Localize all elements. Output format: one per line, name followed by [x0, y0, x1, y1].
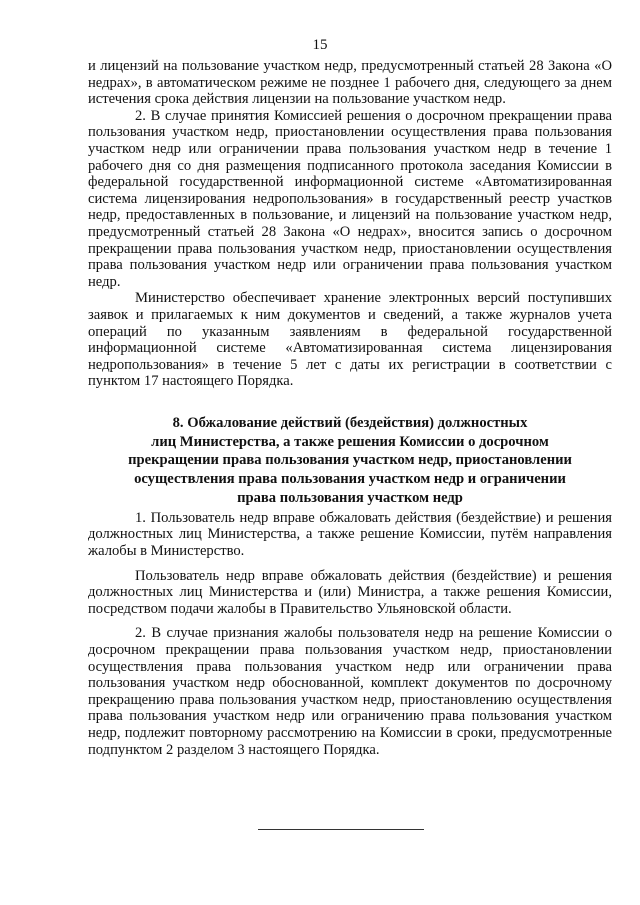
page-number: 15 — [312, 37, 328, 53]
paragraph-storage: Министерство обеспечивает хранение электронных версий поступивших заявок и прилагаемых к ним документов и сведений, а также журналов учета операций по указанным заявлениям в федеральной государственной информационной системе «Автоматизированная система лицензирования недропользования» в течение 5 лет с даты их регистрации в соответствии с пунктом 17 настоящего Порядка. — [88, 290, 612, 390]
paragraph-appeal-1: 1. Пользователь недр вправе обжаловать действия (бездействие) и решения должностных лиц Министерства, а также решение Комиссии, путём направления жалобы в Министерство. — [88, 509, 612, 560]
section-heading-line: лиц Министерства, а также решения Комиссии о досрочном — [151, 433, 549, 450]
paragraph-appeal-government: Пользователь недр вправе обжаловать действия (бездействие) и решения должностных лиц Министерства и (или) Министра, а также решения Комиссии, посредством подачи жалобы в Правительство Ульяновской области. — [88, 567, 612, 617]
document-body — [88, 58, 612, 758]
section-heading-line: 8. Обжалование действий (бездействия) должностных — [172, 414, 528, 431]
paragraph-item-2: 2. В случае принятия Комиссией решения о досрочном прекращении права пользования участком недр, приостановлении осуществления права пользования участком недр или ограничении права пользования участком недр в течение 1 рабочего дня со дня размещения подписанного протокола заседания Комиссии в федеральной государственной информационной системе «Автоматизированная система лицензирования недропользования» в государственный реестр участков недр, предоставленных в пользование, и лицензий на пользование участком недр, предусмотренный статьей 28 Закона «О недрах», вносится запись о досрочном прекращении права пользования участком недр, приостановлении осуществления права пользования участком недр или ограничении права пользования участком недр. — [88, 107, 612, 290]
paragraph-continued: и лицензий на пользование участком недр, предусмотренный статьей 28 Закона «О недрах», в автоматическом режиме не позднее 1 рабочего дня, следующего за днем истечения срока действия лицензии на пользование участком недр. — [88, 58, 612, 108]
end-divider-line — [258, 829, 424, 830]
section-heading — [88, 414, 612, 508]
section-heading-line: осуществления права пользования участком недр и ограничении — [134, 471, 566, 488]
section-heading-line: права пользования участком недр — [237, 490, 463, 507]
paragraph-appeal-2: 2. В случае признания жалобы пользователя недр на решение Комиссии о досрочном прекращении права пользования участком недр, приостановлении осуществления права пользования участком недр или ограничении права пользования участком недр обоснованной, комплект документов по досрочному прекращению права пользования участком недр, приостановлению осуществления права пользования участком недр или ограничению права пользования участком недр, подлежит повторному рассмотрению на Комиссии в сроки, предусмотренные подпунктом 2 разделом 3 настоящего Порядка. — [88, 625, 612, 758]
section-heading-line: прекращении права пользования участком недр, приостановлении — [128, 452, 572, 469]
